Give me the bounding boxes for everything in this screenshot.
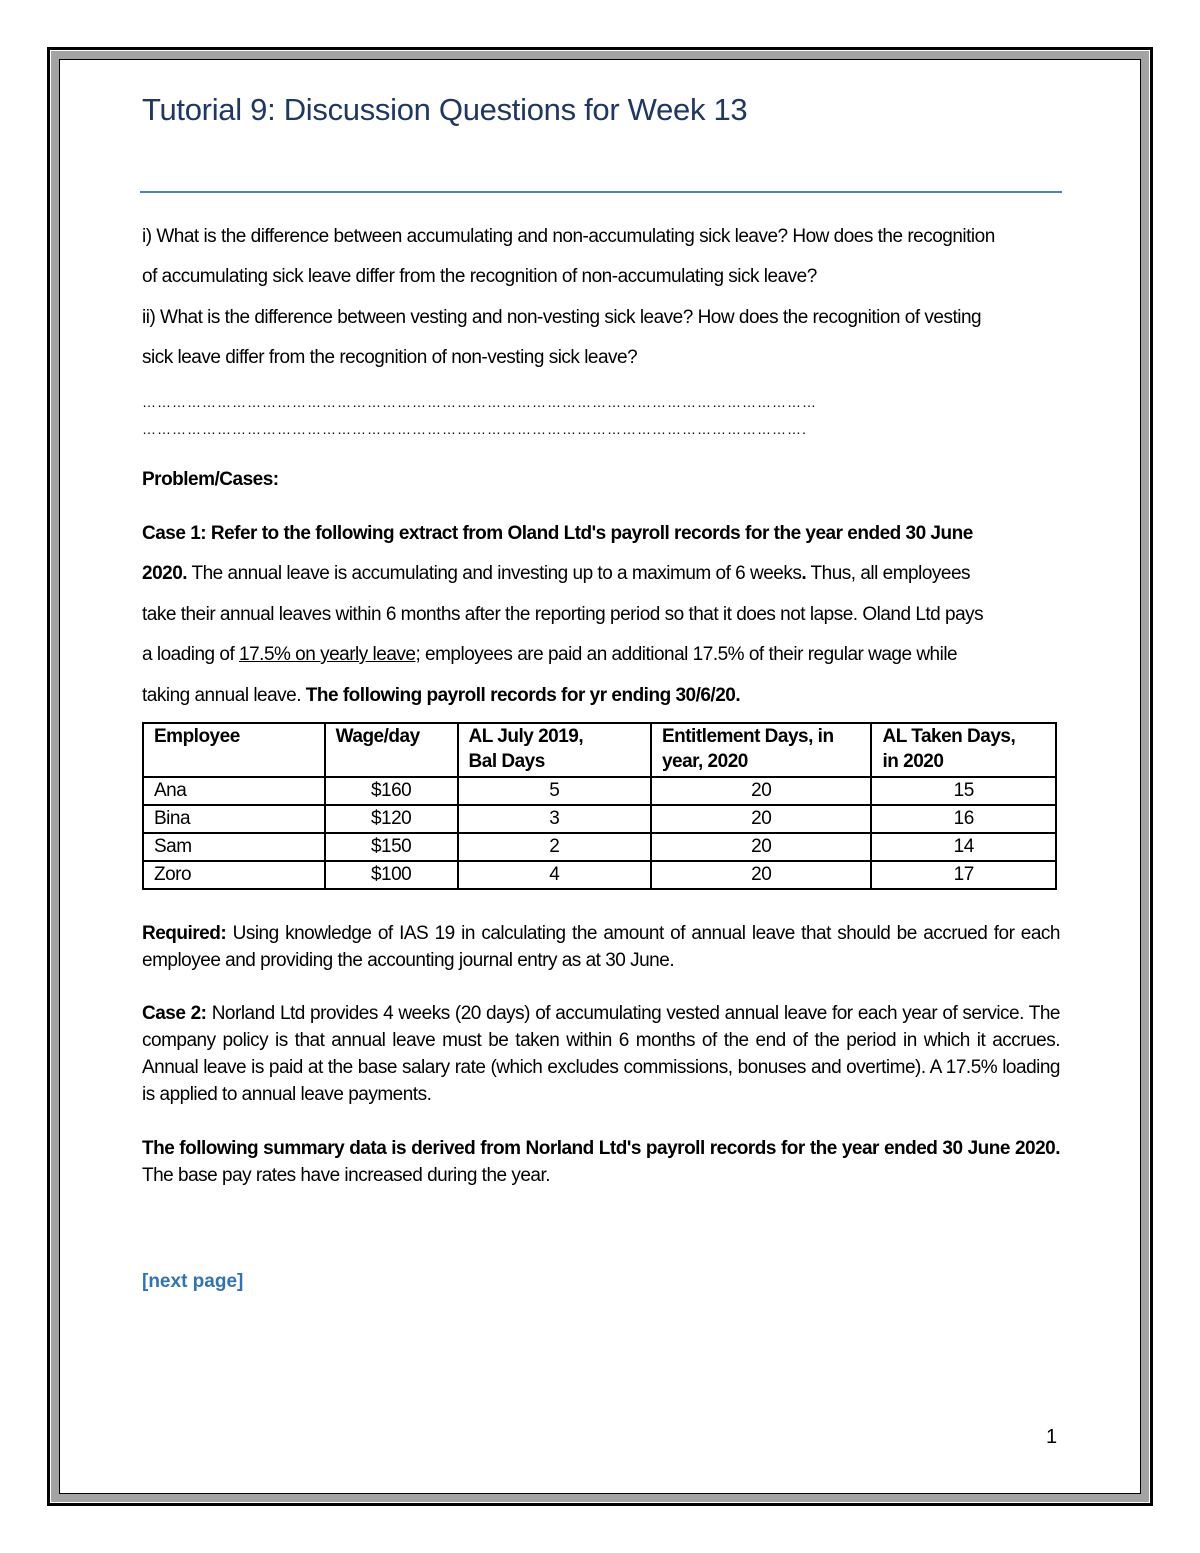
employee-cell: Sam — [143, 833, 325, 861]
balance-days-cell: 5 — [458, 777, 651, 805]
wage-cell: $150 — [325, 833, 458, 861]
entitlement-days-cell: 20 — [651, 861, 872, 889]
table-header-cell: AL Taken Days, in 2020 — [871, 723, 1056, 777]
question-2-line-1: ii) What is the difference between vesting and non-vesting sick leave? How does the recognition of vesting — [142, 307, 982, 328]
balance-days-cell: 3 — [458, 805, 651, 833]
payroll-table — [142, 722, 1057, 890]
balance-days-cell: 2 — [458, 833, 651, 861]
required-paragraph: Required: Using knowledge of IAS 19 in calculating the amount of annual leave that should be accrued for each employee and providing the accounting journal entry as at 30 June. — [142, 923, 1060, 971]
case-1-line-5: taking annual leave. The following payroll records for yr ending 30/6/20. — [142, 685, 741, 706]
taken-days-cell: 14 — [871, 833, 1056, 861]
entitlement-days-cell: 20 — [651, 833, 872, 861]
case-1-line-4: a loading of 17.5% on yearly leave; employees are paid an additional 17.5% of their regular wage while — [142, 644, 958, 665]
table-header-cell: AL July 2019, Bal Days — [458, 723, 651, 777]
case-1-line-3: take their annual leaves within 6 months after the reporting period so that it does not lapse. Oland Ltd pays — [142, 604, 984, 625]
question-1-line-1: i) What is the difference between accumulating and non-accumulating sick leave? How does the recognition — [142, 226, 995, 247]
wage-cell: $100 — [325, 861, 458, 889]
employee-cell: Ana — [143, 777, 325, 805]
page-number: 1 — [1046, 1426, 1058, 1448]
problem-heading: Problem/Cases: — [142, 469, 279, 490]
table-header-cell: Entitlement Days, in year, 2020 — [651, 723, 872, 777]
table-header-row — [143, 723, 1056, 777]
table-header-cell: Wage/day — [325, 723, 458, 777]
balance-days-cell: 4 — [458, 861, 651, 889]
entitlement-days-cell: 20 — [651, 805, 872, 833]
page-title: Tutorial 9: Discussion Questions for Week 13 — [142, 92, 748, 127]
table-row — [143, 777, 1056, 805]
wage-cell: $120 — [325, 805, 458, 833]
answer-dots-line-2: ……………………………………………………………………………………………………………………. — [142, 421, 807, 437]
table-header-cell: Employee — [143, 723, 325, 777]
case-1-line-2: 2020. The annual leave is accumulating and investing up to a maximum of 6 weeks. Thus, all employees — [142, 563, 971, 584]
case-1-heading: Case 1: Refer to the following extract from Oland Ltd's payroll records for the year ended 30 June — [142, 523, 973, 544]
table-row — [143, 833, 1056, 861]
next-page-link[interactable]: [next page] — [142, 1271, 244, 1292]
taken-days-cell: 17 — [871, 861, 1056, 889]
title-divider — [140, 191, 1062, 193]
entitlement-days-cell: 20 — [651, 777, 872, 805]
taken-days-cell: 15 — [871, 777, 1056, 805]
question-2-line-2: sick leave differ from the recognition of non-vesting sick leave? — [142, 347, 638, 368]
answer-dots-line-1: ……………………………………………………………………………………………………………………… — [142, 394, 817, 410]
employee-cell: Zoro — [143, 861, 325, 889]
wage-cell: $160 — [325, 777, 458, 805]
taken-days-cell: 16 — [871, 805, 1056, 833]
question-1-line-2: of accumulating sick leave differ from the recognition of non-accumulating sick leave? — [142, 266, 817, 287]
table-row — [143, 805, 1056, 833]
table-row — [143, 861, 1056, 889]
summary-paragraph: The following summary data is derived from Norland Ltd's payroll records for the year ended 30 June 2020. The base pay rates have increased during the year. — [142, 1138, 1060, 1186]
case-2-paragraph: Case 2: Norland Ltd provides 4 weeks (20 days) of accumulating vested annual leave for each year of service. The company policy is that annual leave must be taken within 6 months of the end of the period in which it accrues. Annual leave is paid at the base salary rate (which excludes commissions, bonuses and overtime). A 17.5% loading is applied to annual leave payments. — [142, 1003, 1060, 1105]
employee-cell: Bina — [143, 805, 325, 833]
